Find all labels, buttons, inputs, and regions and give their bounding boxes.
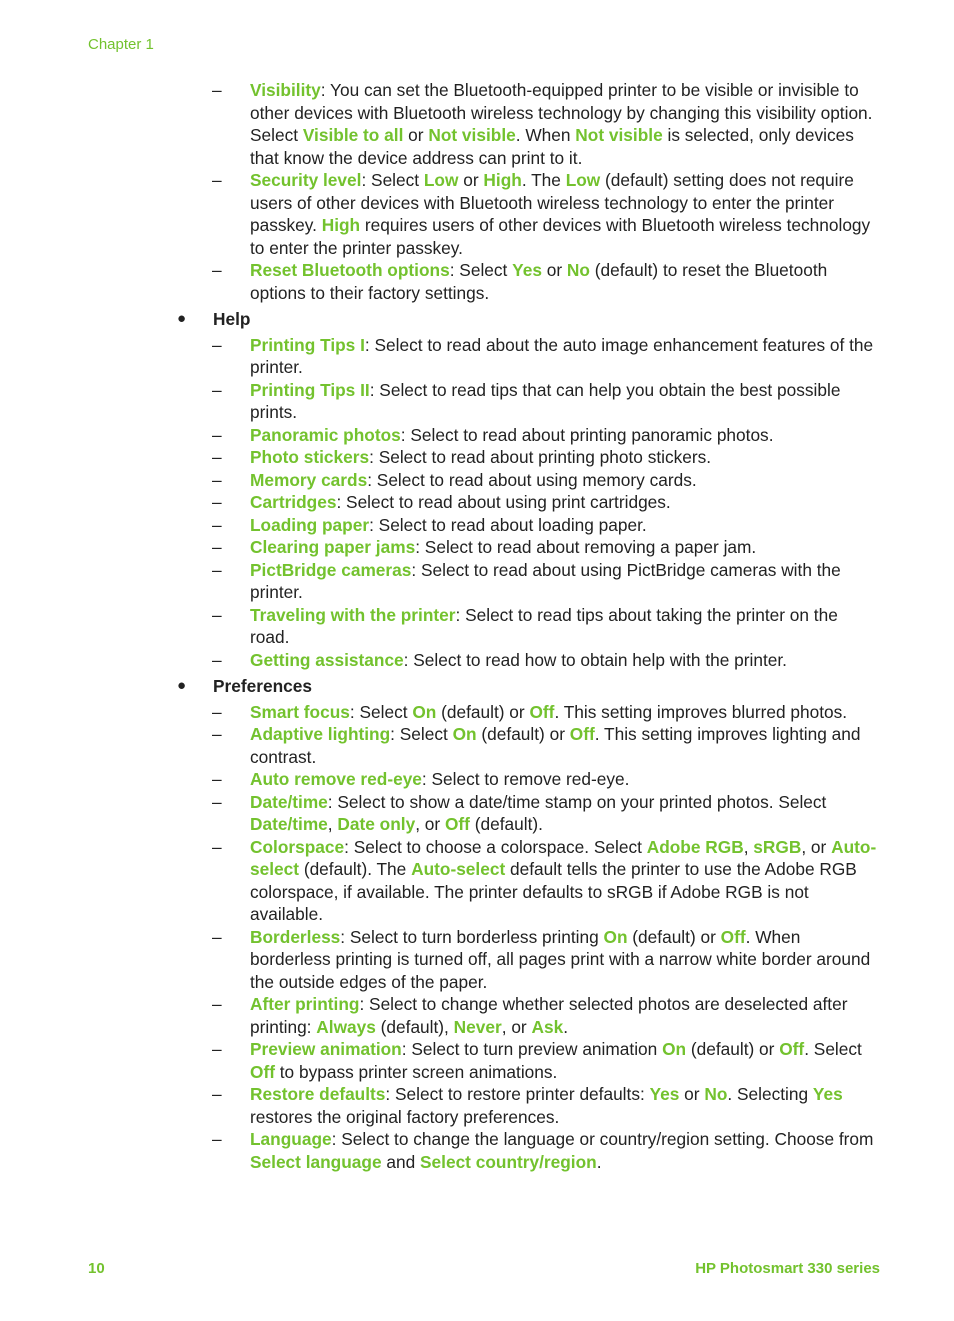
- option-name: Cartridges: [250, 492, 337, 512]
- description-text: is selected, only devices that know the device address can print to it.: [250, 125, 854, 168]
- description-text: . Selecting: [727, 1084, 813, 1104]
- section-heading-text: Preferences: [213, 676, 312, 696]
- dash-marker: –: [212, 514, 222, 535]
- option-name: Not visible: [428, 125, 516, 145]
- list-item: [0, 491, 882, 514]
- option-name: Printing Tips I: [250, 334, 365, 355]
- option-name: On: [452, 724, 477, 744]
- description-text: : Select to change whether selected photos are deselected after printing:: [250, 994, 848, 1037]
- option-name: Off: [720, 926, 746, 947]
- description-text: (default). The: [299, 859, 412, 879]
- option-name: Off: [779, 1039, 805, 1059]
- option-name: Select language: [250, 1151, 382, 1172]
- chapter-label: Chapter 1: [88, 36, 154, 53]
- list-item: [0, 424, 882, 447]
- dash-marker: –: [212, 559, 222, 580]
- option-name: Adobe RGB: [646, 836, 744, 857]
- product-name: HP Photosmart 330 series: [695, 1260, 880, 1277]
- list-item: [0, 536, 882, 559]
- description-text: : Select to turn preview animation: [401, 1039, 663, 1059]
- option-name: Off: [250, 1061, 275, 1082]
- dash-marker: –: [212, 334, 222, 355]
- bullet-icon: ●: [177, 677, 187, 694]
- description-text: : Select: [449, 260, 513, 280]
- dash-marker: –: [212, 769, 222, 789]
- option-name: Low: [565, 170, 601, 190]
- option-name: On: [662, 1039, 687, 1059]
- description-text: .: [596, 1151, 602, 1172]
- description-text: (default) setting does not require users of other devices with Bluetooth wireless technology to enter the printer passkey.: [250, 170, 854, 235]
- option-name: Date/time: [250, 814, 328, 834]
- list-item: [0, 649, 882, 672]
- description-text: : Select to read about using PictBridge cameras with the printer.: [250, 559, 841, 602]
- option-name: Photo stickers: [250, 447, 370, 467]
- section-heading-text: Help: [213, 309, 251, 329]
- list-item: [0, 514, 882, 537]
- option-name: Visibility: [250, 80, 321, 100]
- list-item: [0, 259, 882, 304]
- option-name: Off: [444, 814, 470, 834]
- description-text: . The: [521, 170, 566, 190]
- description-text: : Select to read about using print cartridges.: [336, 492, 671, 512]
- list-item: [0, 169, 882, 259]
- option-name: Traveling with the printer: [250, 604, 456, 625]
- description-text: (default).: [469, 814, 543, 834]
- description-text: or: [403, 125, 429, 145]
- option-name: Visible to all: [302, 125, 404, 145]
- description-text: (default) or: [436, 701, 530, 722]
- option-name: High: [483, 170, 522, 190]
- description-text: : Select to read how to obtain help with the printer.: [403, 649, 787, 670]
- option-name: Auto remove red-eye: [250, 769, 422, 789]
- description-text: , or: [501, 1016, 532, 1037]
- description-text: restores the original factory preferences.: [250, 1106, 560, 1127]
- option-name: Yes: [512, 260, 542, 280]
- option-name: Panoramic photos: [250, 424, 401, 445]
- description-text: : Select: [361, 170, 424, 190]
- description-text: , or: [801, 836, 832, 857]
- option-name: Loading paper: [250, 514, 370, 535]
- option-name: On: [603, 926, 628, 947]
- dash-marker: –: [212, 724, 222, 744]
- description-text: : Select to turn borderless printing: [340, 926, 604, 947]
- option-name: PictBridge cameras: [250, 559, 412, 580]
- dash-marker: –: [212, 447, 222, 467]
- list-item: [0, 559, 882, 604]
- option-name: Off: [529, 701, 555, 722]
- option-name: Language: [250, 1129, 332, 1149]
- option-name: Clearing paper jams: [250, 537, 416, 557]
- list-item: [0, 1128, 882, 1173]
- description-text: : Select to read about printing photo stickers.: [369, 447, 712, 467]
- description-text: : Select to read tips that can help you obtain the best possible prints.: [250, 379, 841, 422]
- dash-marker: –: [212, 604, 222, 625]
- dash-marker: –: [212, 170, 222, 190]
- dash-marker: –: [212, 1129, 222, 1149]
- description-text: (default) or: [627, 926, 721, 947]
- bullet-icon: ●: [177, 310, 187, 327]
- section-heading: [0, 675, 954, 698]
- description-text: . When: [515, 125, 576, 145]
- list-item: [0, 993, 882, 1038]
- description-text: : You can set the Bluetooth-equipped printer to be visible or invisible to other devices with Bluetooth wireless technology by changing this visibility option. Select: [250, 80, 873, 145]
- dash-marker: –: [212, 926, 222, 947]
- list-item: [0, 379, 882, 424]
- dash-marker: –: [212, 80, 222, 100]
- description-text: : Select to restore printer defaults:: [385, 1084, 650, 1104]
- description-text: .: [563, 1016, 569, 1037]
- option-name: Preview animation: [250, 1039, 402, 1059]
- description-text: : Select to read tips about taking the printer on the road.: [250, 604, 838, 647]
- description-text: : Select to remove red-eye.: [421, 769, 630, 789]
- description-text: and: [381, 1151, 421, 1172]
- description-text: , or: [415, 814, 445, 834]
- description-text: . Select: [804, 1039, 862, 1059]
- list-item: [0, 469, 882, 492]
- option-name: Always: [316, 1016, 376, 1037]
- description-text: (default) or: [476, 724, 570, 744]
- option-name: Never: [453, 1016, 502, 1037]
- option-name: Date only: [337, 814, 416, 834]
- option-name: Date/time: [250, 791, 328, 812]
- description-text: : Select to read about loading paper.: [369, 514, 647, 535]
- option-name: Yes: [812, 1084, 843, 1104]
- list-item: [0, 1038, 882, 1083]
- option-name: Auto-select: [250, 836, 877, 879]
- option-name: Low: [423, 170, 459, 190]
- description-text: or: [679, 1084, 705, 1104]
- option-name: Auto-select: [411, 859, 506, 879]
- description-text: : Select to read about using memory cards.: [367, 469, 697, 490]
- description-text: : Select to change the language or country/region setting. Choose from: [331, 1129, 874, 1149]
- list-item: [0, 334, 882, 379]
- option-name: Restore defaults: [250, 1084, 386, 1104]
- description-text: : Select: [390, 724, 453, 744]
- section-heading: [0, 308, 954, 331]
- option-name: No: [704, 1084, 728, 1104]
- dash-marker: –: [212, 701, 222, 722]
- dash-marker: –: [212, 649, 222, 670]
- document-body: [0, 79, 954, 1173]
- description-text: or: [458, 170, 484, 190]
- option-name: Yes: [649, 1084, 680, 1104]
- description-text: requires users of other devices with Bluetooth wireless technology to enter the printer passkey.: [250, 215, 871, 258]
- dash-marker: –: [212, 492, 222, 512]
- option-name: Reset Bluetooth options: [250, 260, 450, 280]
- dash-marker: –: [212, 469, 222, 490]
- dash-marker: –: [212, 1039, 222, 1059]
- dash-marker: –: [212, 1084, 222, 1104]
- description-text: ,: [743, 836, 754, 857]
- option-name: Getting assistance: [250, 649, 404, 670]
- description-text: : Select: [349, 701, 413, 722]
- list-item: [0, 791, 882, 836]
- list-item: [0, 723, 882, 768]
- option-name: Memory cards: [250, 469, 368, 490]
- list-item: [0, 768, 882, 791]
- option-name: Ask: [531, 1016, 564, 1037]
- list-item: [0, 446, 882, 469]
- list-item: [0, 836, 882, 926]
- description-text: (default) or: [686, 1039, 780, 1059]
- option-name: Select country/region: [420, 1151, 597, 1172]
- dash-marker: –: [212, 260, 222, 280]
- option-name: Colorspace: [250, 836, 345, 857]
- option-name: Printing Tips II: [250, 379, 370, 400]
- option-name: Borderless: [250, 926, 341, 947]
- description-text: (default),: [375, 1016, 454, 1037]
- list-item: [0, 701, 882, 724]
- description-text: . This setting improves blurred photos.: [554, 701, 848, 722]
- description-text: ,: [327, 814, 338, 834]
- list-item: [0, 1083, 882, 1128]
- list-item: [0, 926, 882, 994]
- option-name: Adaptive lighting: [250, 724, 391, 744]
- description-text: default tells the printer to use the Adobe RGB colorspace, if available. The printer defaults to sRGB if Adobe RGB is not available.: [250, 859, 857, 924]
- dash-marker: –: [212, 994, 222, 1014]
- description-text: : Select to read about printing panoramic photos.: [400, 424, 774, 445]
- description-text: or: [541, 260, 567, 280]
- option-name: After printing: [250, 994, 360, 1014]
- option-name: On: [412, 701, 437, 722]
- page-number: 10: [88, 1260, 105, 1277]
- option-name: Security level: [250, 170, 362, 190]
- option-name: Smart focus: [250, 701, 350, 722]
- dash-marker: –: [212, 537, 222, 557]
- dash-marker: –: [212, 791, 222, 812]
- description-text: (default) to reset the Bluetooth options to their factory settings.: [250, 260, 828, 303]
- option-name: sRGB: [753, 836, 802, 857]
- dash-marker: –: [212, 836, 222, 857]
- dash-marker: –: [212, 379, 222, 400]
- description-text: . When borderless printing is turned off, all pages print with a narrow white border around the outside edges of the paper.: [250, 926, 871, 992]
- description-text: : Select to choose a colorspace. Select: [344, 836, 647, 857]
- description-text: . This setting improves lighting and contrast.: [250, 724, 861, 767]
- list-item: [0, 79, 882, 169]
- option-name: Not visible: [575, 125, 663, 145]
- option-name: No: [566, 260, 590, 280]
- option-name: Off: [569, 724, 595, 744]
- description-text: : Select to read about the auto image enhancement features of the printer.: [250, 334, 874, 377]
- description-text: to bypass printer screen animations.: [274, 1061, 558, 1082]
- option-name: High: [321, 215, 361, 235]
- description-text: : Select to show a date/time stamp on your printed photos. Select: [327, 791, 827, 812]
- description-text: : Select to read about removing a paper jam.: [415, 537, 757, 557]
- list-item: [0, 604, 882, 649]
- dash-marker: –: [212, 424, 222, 445]
